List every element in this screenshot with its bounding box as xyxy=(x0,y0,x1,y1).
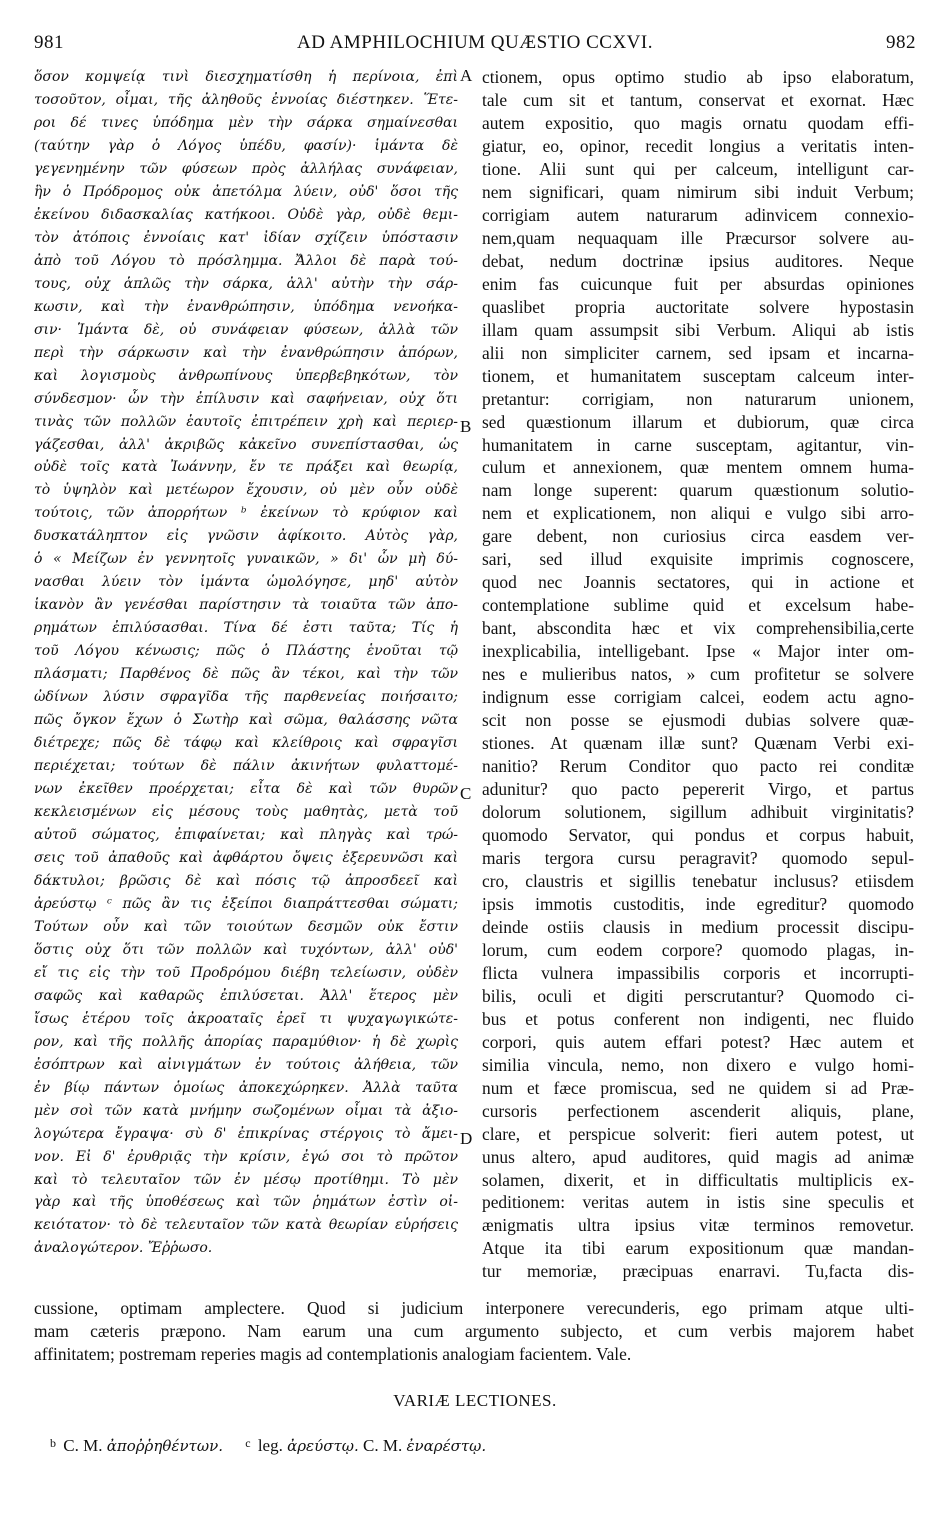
page-number-left: 981 xyxy=(34,32,64,53)
running-title: AD AMPHILOCHIUM QUÆSTIO CCXVI. xyxy=(297,32,653,53)
greek-text-line: γεγενημένην τῶν φύσεων πρὸς ἀλλήλας συνάφειαν, xyxy=(34,160,458,177)
greek-text-line: εἴ τις εἰς τὴν τοῦ Προδρόμου διέβη τελείωσιν, οὐδὲν xyxy=(34,964,458,981)
latin-text-line: similia vincula, nemo, non dixero e vulgo homi- xyxy=(482,1054,914,1075)
greek-text-line: ὠδίνων λύσιν σφραγῖδα τῆς παρθενείας ποιήσαιτο; xyxy=(34,689,458,706)
continuation-line: affinitatem; postremam reperies magis ad contemplationis analogiam facientem. Vale. xyxy=(34,1343,632,1364)
greek-text-line: σαφῶς καὶ καθαρῶς ἐπιλύσεται. Ἀλλ' ἕτερος μὲν xyxy=(34,987,458,1004)
greek-text-line: τινὰς τῶν πολλῶν ἑαυτοῖς ἐπιτρέπειν χρὴ καὶ περιερ- xyxy=(34,413,458,430)
greek-text-line: τους, οὐχ ἁπλῶς τὴν σάρκα, ἀλλ' αὐτὴν τὴν σάρ- xyxy=(34,275,458,292)
latin-text-line: scit non posse se ejusmodi dubias solvere quæ- xyxy=(482,710,914,731)
greek-text-line: οὐδὲ τοῖς κατὰ Ἰωάννην, ἔν τε πράξει καὶ θεωρίᾳ, xyxy=(34,459,458,476)
latin-text-line: Atque ita tibi earum expositionum quæ mandan- xyxy=(482,1238,914,1259)
latin-text-line: tionem, et humanitatem susceptam calceum inter- xyxy=(482,365,914,386)
greek-text-line: (ταύτην γὰρ ὁ Λόγος ὑπέδυ, φασίν)· ἱμάντα δὲ xyxy=(34,137,458,154)
latin-text-line: corrigiam autem naturarum adinvicem connexio- xyxy=(482,204,914,225)
greek-text-line: ἀρεύστῳ ᶜ πῶς ἂν τις ἐξείποι διαπράττεσθαι σώματι; xyxy=(34,895,458,912)
note-b-mark: b xyxy=(50,1436,56,1450)
greek-text-line: ροι δέ τινες ὑπόδημα μὲν τὴν σάρκα σημαίνεσθαι xyxy=(34,114,458,131)
greek-text-line: δυσκατάληπτον εἰς γνῶσιν ἀφίκοιτο. Αὐτὸς γὰρ, xyxy=(34,528,458,545)
greek-text-line: ἀπὸ τοῦ Λόγου τὸ πρόσλημμα. Ἄλλοι δὲ παρὰ τού- xyxy=(34,252,458,269)
greek-text-line: κεκλεισμένων εἰς μέσους τοὺς μαθητὰς, μετὰ τοῦ xyxy=(34,804,458,820)
latin-text-line: quod nec Joannis sectatores, qui in actione et xyxy=(482,572,914,593)
page-number-right: 982 xyxy=(886,32,916,53)
latin-text-line: gare debent, non curiosius circa easdem ver- xyxy=(482,526,914,547)
latin-text-line: lorum, cum eodem corpore? quomodo plagas, in- xyxy=(482,939,914,960)
latin-text-line: alii non simpliciter carnem, sed ipsam et incarna- xyxy=(482,342,914,363)
latin-text-line: culum et annexionem, quæ mentem omnem huma- xyxy=(482,457,914,478)
greek-text-line: ὁ « Μείζων ἐν γεννητοῖς γυναικῶν, » δι' ὧν μὴ δύ- xyxy=(34,551,458,568)
greek-text-line: καὶ τὸ τελευταῖον τῶν ἐν μέσῳ προτίθημι. Τὸ μὲν xyxy=(34,1171,458,1188)
continuation-line: cussione, optimam amplectere. Quod si judicium interponere verecunderis, ego primam atque ulti- xyxy=(34,1298,914,1318)
greek-text-line: ἐκείνου διδασκαλίας κατήκοοι. Οὐδὲ γὰρ, οὐδὲ θεμι- xyxy=(34,206,458,223)
greek-text-line: σύνδεσμον· ὧν τὴν ἐπίλυσιν καὶ σαφήνειαν, οὐχ ὅτι xyxy=(34,390,458,407)
latin-text-line: nem significari, quam nimirum sibi induit Verbum; xyxy=(482,181,914,202)
latin-text-line: flicta vulnera impassibilis corporis et incorrupti- xyxy=(482,962,914,983)
latin-text-line: autem expositio, quo magis ornatu quodam effi- xyxy=(482,112,914,133)
greek-text-line: τὸν ἀτόποις ἐννοίαις κατ' ἰδίαν σχίζειν ὑπόστασιν xyxy=(34,229,458,246)
greek-text-line: ὅστις οὐχ ὅτι τῶν πολλῶν καὶ τυχόντων, ἀλλ' οὐδ' xyxy=(34,941,458,958)
note-c-greek-2: ἐναρέστῳ. xyxy=(406,1437,487,1455)
greek-text-line: ἣν ὁ Πρόδρομος οὐκ ἀπετόλμα λύειν, οὐδ' ὅσοι τῆς xyxy=(34,183,458,200)
latin-text-line: sari, sed illud exquisite imprimis cognoscere, xyxy=(482,549,914,570)
note-b xyxy=(50,1436,227,1455)
latin-text-line: pretantur: corrigiam, non naturarum unionem, xyxy=(482,388,914,409)
latin-text-line: nes e mulieribus natos, » cum profitetur se solvere xyxy=(482,664,914,685)
greek-text-line: νον. Εἰ δ' ἐρυθριᾷς τὴν κρίσιν, ἐγώ σοι τὸ πρῶτον xyxy=(34,1148,458,1165)
greek-text-line: τὸ ὑψηλὸν καὶ μετέωρον ἔχουσιν, οὐ μὲν οὖν οὐδὲ xyxy=(34,482,458,499)
greek-text-line: ἐσόπτρων καὶ αἰνιγμάτων ἐν τούτοις ἀλήθεια, τῶν xyxy=(34,1056,458,1073)
greek-text-line: ἀναλογώτερον. Ἔῤῥωσο. xyxy=(34,1240,213,1257)
greek-text-line: ἱκανὸν ἂν γενέσθαι παρίστησιν τὰ τοιαῦτα τῶν ἀπο- xyxy=(34,597,458,614)
greek-text-line: καὶ λογισμοὺς ἀνθρωπίνους ὑπερβεβηκότων, τὸν xyxy=(34,367,458,384)
latin-text-line: dolorum solutionem, sigillum adhibuit virginitatis? xyxy=(482,802,914,822)
greek-text-line: μὲν σοὶ τῶν κατὰ μνήμην σωζομένων οἶμαι τὰ ἀξιο- xyxy=(34,1102,458,1119)
latin-text-line: giatur, eo, opinor, recedit longius a veritatis inten- xyxy=(482,135,914,156)
note-c-mark: c xyxy=(245,1436,251,1450)
latin-text-line: num et fæce promiscua, sed ne quidem si ad Præ- xyxy=(482,1077,914,1098)
greek-text-column xyxy=(34,66,458,1260)
latin-text-line: nam longe superent: quarum quæstionum solutio- xyxy=(482,480,914,501)
latin-text-line: deinde ostiis clausis in medium processit discipu- xyxy=(482,916,914,937)
greek-text-line: πλάσματι; Παρθένος δὲ πῶς ἂν τέκοι, καὶ τὴν τῶν xyxy=(34,666,458,683)
greek-text-line: γὰρ καὶ τῆς ὑποθέσεως καὶ τῶν ῥημάτων ἐστὶν οἰ- xyxy=(34,1194,458,1211)
latin-text-line: indignum esse corrigiam calcei, eodem actu agno- xyxy=(482,687,914,708)
latin-text-line: bilis, oculi et digiti perscrutantur? Quomodo ci- xyxy=(482,985,914,1006)
note-c-greek-1: ἀρεύστῳ. xyxy=(287,1437,359,1455)
latin-text-line: quomodo Servator, qui pondus et corpus habuit, xyxy=(482,824,914,845)
greek-text-line: περὶ τὴν σάρκωσιν καὶ τὴν ἐνανθρώπησιν ἀπόρων, xyxy=(34,344,458,361)
greek-text-line: τοῦ Λόγου κένωσις; πῶς ὁ Πλάστης ἑνοῦται τῷ xyxy=(34,643,458,660)
latin-text-line: bant, abscondita hæc et vix comprehensibilia,certe xyxy=(482,618,914,639)
latin-text-line: solamen, dixerit, et in difficultatis multiplicis ex- xyxy=(482,1169,914,1190)
latin-text-line: bus et potus conferent non indigenti, nec fluido xyxy=(482,1008,914,1029)
latin-text-line: unus altero, apud auditores, quid magis ad animæ xyxy=(482,1146,914,1167)
latin-text-line: contemplatione sublime quid et excelsum habe- xyxy=(482,595,914,616)
greek-text-line: περιέχεται; τούτων δὲ πάλιν ἀκινήτων φυλαττομέ- xyxy=(34,758,458,775)
latin-text-line: illam quam assumpsit sibi Verbum. Aliqui ab istis xyxy=(482,319,914,340)
latin-text-column xyxy=(482,66,914,1283)
latin-text-line: nanitio? Rerum Conditor quo pacto rei conditæ xyxy=(482,756,914,777)
greek-text-line: Τούτων οὖν καὶ τῶν τοιούτων δεσμῶν οὐκ ἔστιν xyxy=(34,918,458,935)
greek-text-line: ρημάτων ἐπιλύσασθαι. Τίνα δέ ἐστι ταῦτα; Τίς ἡ xyxy=(34,620,458,637)
greek-text-line: κωσιν, καὶ τὴν ἐνανθρώπησιν, ὑπόδημα νενοήκα- xyxy=(34,298,458,315)
latin-text-line: ænigmatis ultra ipsius vitæ terminos removetur. xyxy=(482,1215,914,1236)
margin-marker-b: B xyxy=(460,416,472,436)
greek-text-line: αὐτοῦ σώματος, ἐπιφαίνεται; καὶ πληγὰς καὶ τρώ- xyxy=(34,826,458,843)
latin-text-line: peditionem: veritas autem in istis sine speculis et xyxy=(482,1192,914,1213)
greek-text-line: νων ἐκεῖθεν προέρχεται; εἶτα δὲ καὶ τῶν θυρῶν xyxy=(34,781,458,798)
full-width-continuation xyxy=(34,1297,914,1366)
note-b-source: C. M. xyxy=(63,1436,103,1455)
latin-text-line: cursoris perfectionem ascenderit aliquis, plane, xyxy=(482,1100,914,1121)
latin-text-line: inexplicabilia, intelligebant. Ipse « Major inter om- xyxy=(482,641,914,662)
greek-text-line: δάκτυλοι; βρῶσις δὲ καὶ πόσις τῷ ἀπροσδεεῖ καὶ xyxy=(34,872,458,889)
greek-text-line: ἐν βίῳ πάντων ὁμοίως ἀποκεχώρηκεν. Ἀλλὰ ταῦτα xyxy=(34,1079,458,1096)
latin-text-line: clare, et perspicue solverit: fieri autem potest, ut xyxy=(482,1123,914,1144)
greek-text-line: ρον, καὶ τῆς πολλῆς ἀπορίας παραμύθιον· ἡ δὲ χωρὶς xyxy=(34,1033,458,1050)
greek-text-line: σεις τοῦ ἀπαθοῦς καὶ ἀφθάρτου ὄψεις ἐξερευνῶσι καὶ xyxy=(34,849,458,866)
latin-text-line: debat, nedum doctrinæ ipsius auditores. Neque xyxy=(482,250,914,271)
note-c xyxy=(245,1436,486,1455)
latin-text-line: adunitur? quo pacto pepererit Virgo, et partus xyxy=(482,779,914,800)
note-b-greek: ἀποῤῥηθέντων. xyxy=(106,1437,223,1455)
greek-text-line: σιν· Ἱμάντα δὲ, οὐ συνάφειαν φύσεων, ἀλλὰ τῶν xyxy=(34,321,458,338)
variant-notes xyxy=(50,1436,910,1456)
continuation-line: mam cæteris præpono. Nam earum una cum argumento subjecto, et cum verbis majorem habet xyxy=(34,1320,914,1341)
margin-marker-d: D xyxy=(460,1128,473,1148)
latin-text-line: enim fas cuicunque fuit per absurdas opiniones xyxy=(482,273,914,294)
latin-text-line: corpori, quis autem effari potest? Hæc autem et xyxy=(482,1031,914,1052)
latin-text-line: ipsis immotis custoditis, inde egreditur? quomodo xyxy=(482,893,914,914)
latin-text-line: stiones. At quænam illæ sunt? Quænam Verbi exi- xyxy=(482,733,914,754)
greek-text-line: ὅσον κομψείᾳ τινὶ διεσχηματίσθη ἡ περίνοια, ἐπὶ xyxy=(34,69,458,85)
latin-text-line: sed quæstionum illarum et dubiorum, quæ circa xyxy=(482,411,914,432)
running-header xyxy=(34,32,916,56)
latin-text-line: quaslibet propria auctoritate solvere hypostasin xyxy=(482,296,914,317)
note-c-source: C. M. xyxy=(363,1436,403,1455)
greek-text-line: ἴσως ἑτέρου τοῖς ἀκροαταῖς ἐρεῖ τι ψυχαγωγικώτε- xyxy=(34,1010,458,1027)
margin-marker-a: A xyxy=(460,66,473,85)
greek-text-line: γάζεσθαι, ἀλλ' ἀκριβῶς κἀκεῖνο συνεπίστασθαι, ὡς xyxy=(34,436,458,453)
latin-text-line: ctionem, opus optimo studio ab ipso elaboratum, xyxy=(482,67,914,87)
greek-text-line: κειότατον· τὸ δὲ τελευταῖον τῶν κατὰ θεωρίαν εὑρήσεις xyxy=(34,1217,458,1234)
note-c-text: leg. xyxy=(257,1436,283,1455)
latin-text-line: tale cum sit et tantum, conservat et exornat. Hæc xyxy=(482,89,914,110)
greek-text-line: πῶς ὄγκον ἔχων ὁ Σωτὴρ καὶ σῶμα, θαλάσσης νῶτα xyxy=(34,712,458,729)
greek-text-line: διέτρεχε; πῶς δὲ τάφῳ καὶ κλείθροις καὶ σφραγῖσι xyxy=(34,735,458,752)
latin-text-line: nem et explicationem, non aliqui e vulgo sibi arro- xyxy=(482,503,914,524)
latin-text-line: tione. Alii sunt qui per calceum, intelligunt car- xyxy=(482,158,914,179)
margin-marker-c: C xyxy=(460,784,472,804)
variae-lectiones-heading: VARIÆ LECTIONES. xyxy=(393,1391,557,1410)
latin-text-line: maris tergora cursu peragravit? quomodo sepul- xyxy=(482,847,914,868)
greek-text-line: τοσοῦτον, οἶμαι, τῆς ἀληθοῦς ἐννοίας διέστηκεν. Ἕτε- xyxy=(34,91,458,108)
latin-text-line: humanitatem in carne susceptam, agitantur, vin- xyxy=(482,434,914,455)
latin-text-line: nem,quam nequaquam ille Præcursor solvere au- xyxy=(482,227,914,248)
greek-text-line: τούτοις, τῶν ἀπορρήτων ᵇ ἐκείνων τὸ κρύφιον καὶ xyxy=(34,505,458,522)
latin-text-line: cro, claustris et sigillis tenebatur inclusus? etiisdem xyxy=(482,870,914,891)
greek-text-line: νασθαι λύειν τὸν ἱμάντα ὡμολόγησε, μηδ' αὐτὸν xyxy=(34,574,458,591)
greek-text-line: λογώτερα ἔγραψα· σὺ δ' ἐπικρίνας στέργοις τὸ ἄμει- xyxy=(34,1125,458,1142)
latin-text-line: tur memoriæ, præcipuas enarravi. Tu,facta dis- xyxy=(482,1261,914,1282)
